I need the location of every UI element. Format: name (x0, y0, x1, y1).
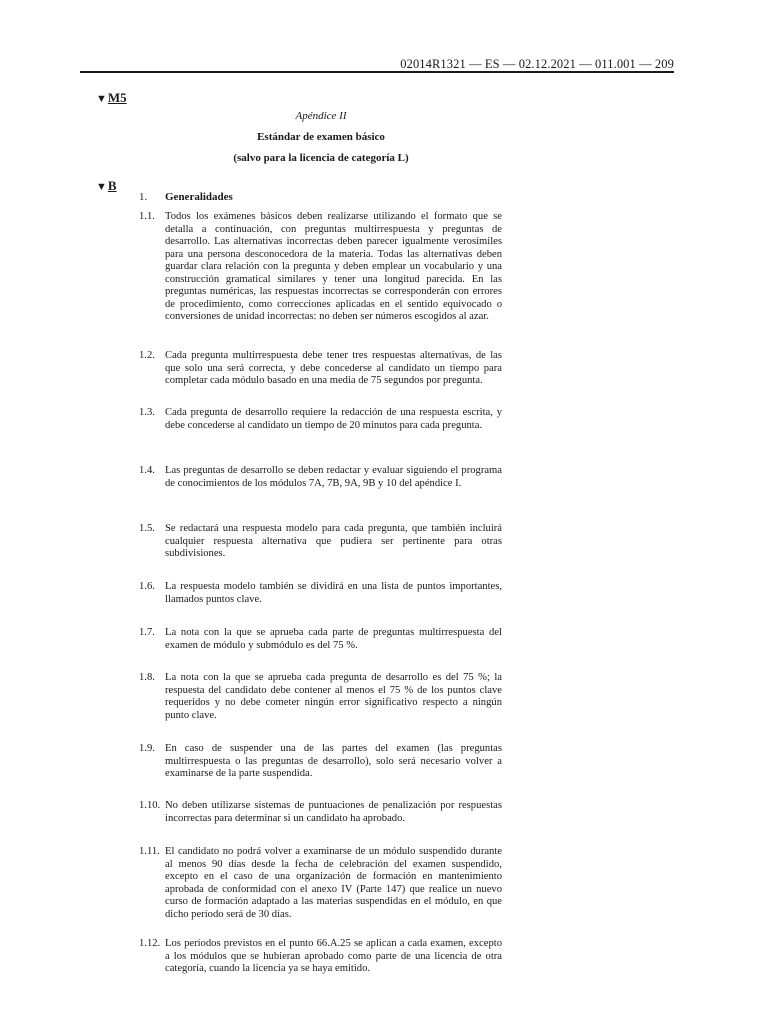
paragraph (139, 350, 502, 388)
paragraph (139, 211, 502, 324)
paragraph-number: 1.12. (139, 938, 161, 949)
appendix-title: Estándar de examen básico (257, 131, 385, 143)
paragraph-number: 1.9. (139, 743, 155, 754)
paragraph (139, 743, 502, 781)
marker-label: M5 (107, 90, 127, 105)
paragraph-number: 1.8. (139, 672, 155, 683)
paragraph-number: 1.1. (139, 211, 155, 222)
paragraph-text: Las preguntas de desarrollo se deben redactar y evaluar siguiendo el programa de conocimientos de los módulos 7A, 7B, 9A, 9B y 10 del apéndice I. (165, 465, 502, 489)
paragraph-text: La nota con la que se aprueba cada pregunta de desarrollo es del 75 %; la respuesta del candidato debe contener al menos el 75 % de los puntos clave requeridos y no debe cometer ningún error significativo respecto a ningún punto clave. (165, 672, 502, 721)
paragraph-text: En caso de suspender una de las partes del examen (las preguntas multirrespuesta o las preguntas de desarrollo), solo será necesario volver a examinarse de la parte suspendida. (165, 743, 502, 779)
header-rule (80, 71, 674, 73)
paragraph-text: Cada pregunta de desarrollo requiere la redacción de una respuesta escrita, y debe concederse al candidato un tiempo de 20 minutos para cada pregunta. (165, 407, 502, 431)
paragraph-text: Cada pregunta multirrespuesta debe tener tres respuestas alternativas, de las que solo una será correcta, y debe concederse al candidato un tiempo para completar cada módulo basado en una media de 75 segundos por pregunta. (165, 350, 502, 386)
paragraph-number: 1.10. (139, 800, 161, 811)
paragraph (139, 523, 502, 561)
paragraph-text: Los períodos previstos en el punto 66.A.25 se aplican a cada examen, excepto a los módulos que se hubieran aprobado como parte de una licencia de otra categoría, cuando la licencia ya se haya emitido. (165, 938, 502, 974)
section-title: Generalidades (165, 191, 233, 203)
paragraph-text: La nota con la que se aprueba cada parte de preguntas multirrespuesta del examen de módulo y submódulo es del 75 %. (165, 627, 502, 651)
amendment-marker-b (96, 178, 117, 194)
appendix-subtitle: (salvo para la licencia de categoría L) (233, 152, 409, 164)
document-reference: 02014R1321 — ES — 02.12.2021 — 011.001 — 209 (400, 57, 674, 71)
paragraph-text: No deben utilizarse sistemas de puntuaciones de penalización por respuestas incorrectas para determinar si un candidato ha aprobado. (165, 800, 502, 824)
paragraph-text: La respuesta modelo también se dividirá en una lista de puntos importantes, llamados puntos clave. (165, 581, 502, 605)
paragraph (139, 800, 502, 825)
paragraph-text: Se redactará una respuesta modelo para cada pregunta, que también incluirá cualquier respuesta alternativa que pudiera ser pertinente para otras subdivisiones. (165, 523, 502, 559)
appendix-label: Apéndice II (295, 110, 347, 122)
paragraph (139, 938, 502, 976)
paragraph-number: 1.3. (139, 407, 155, 418)
marker-label: B (107, 178, 117, 193)
paragraph-number: 1.5. (139, 523, 155, 534)
triangle-down-icon: ▼ (96, 93, 107, 105)
paragraph-text: Todos los exámenes básicos deben realizarse utilizando el formato que se detalla a continuación, con preguntas multirrespuesta y preguntas de desarrollo. Las alternativas incorrectas deben parecer igualmente verosímiles para una persona desconocedora de la materia. Todas las alternativas deben guardar clara relación con la pregunta y deben emplear un vocabulario y una construcción gramatical similares y tener una longitud parecida. En las preguntas numéricas, las respuestas incorrectas se corresponderán con errores de procedimiento, como correcciones aplicadas en el sentido equivocado o conversiones de unidad incorrectas: no deben ser números escogidos al azar. (165, 211, 502, 322)
amendment-marker-m5 (96, 90, 127, 106)
paragraph-number: 1.6. (139, 581, 155, 592)
paragraph (139, 407, 502, 432)
paragraph (139, 672, 502, 722)
paragraph-text: El candidato no podrá volver a examinarse de un módulo suspendido durante al menos 90 días desde la fecha de celebración del examen suspendido, excepto en el caso de una organización de formación en mantenimiento aprobada de conformidad con el anexo IV (Parte 147) que realice un nuevo curso de formación adaptado a las materias suspendidas en el módulo, en que dicho período será de 30 días. (165, 846, 502, 920)
paragraph (139, 846, 502, 921)
paragraph-number: 1.4. (139, 465, 155, 476)
paragraph-number: 1.11. (139, 846, 160, 857)
paragraph (139, 465, 502, 490)
triangle-down-icon: ▼ (96, 181, 107, 193)
section-number: 1. (139, 191, 148, 203)
paragraph-number: 1.2. (139, 350, 155, 361)
paragraph (139, 581, 502, 606)
paragraph (139, 627, 502, 652)
paragraph-number: 1.7. (139, 627, 155, 638)
